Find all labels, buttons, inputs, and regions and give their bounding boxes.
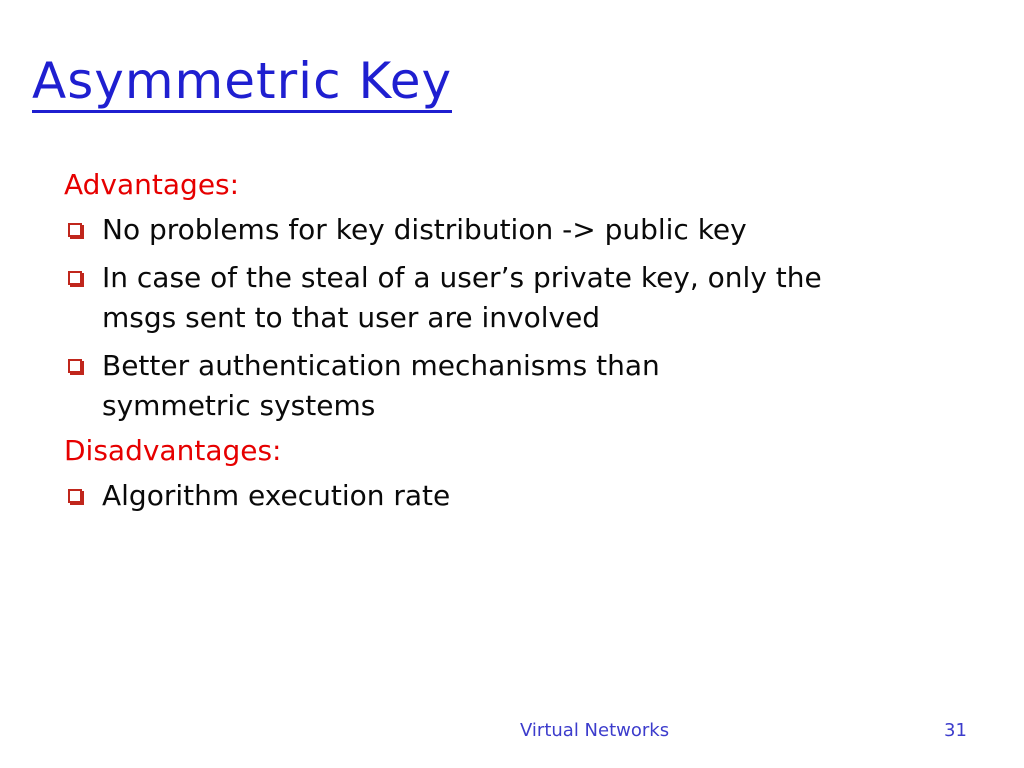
advantage-text: Better authentication mechanisms than symmetric systems	[102, 349, 660, 422]
advantages-heading: Advantages:	[64, 168, 240, 201]
square-bullet-icon	[68, 271, 82, 285]
advantage-text: In case of the steal of a user’s private key, only the msgs sent to that user are involved	[102, 261, 822, 334]
advantage-item	[64, 258, 902, 338]
advantage-text: No problems for key distribution -> public key	[102, 213, 747, 246]
advantage-item	[64, 210, 884, 250]
advantage-item	[64, 346, 762, 426]
disadvantage-item	[64, 476, 884, 516]
page-number: 31	[944, 720, 967, 741]
disadvantages-heading: Disadvantages:	[64, 434, 282, 467]
square-bullet-icon	[68, 223, 82, 237]
footer-label: Virtual Networks	[520, 720, 670, 741]
slide-content	[64, 168, 884, 524]
slide-title: Asymmetric Key	[32, 56, 452, 113]
disadvantage-text: Algorithm execution rate	[102, 479, 451, 512]
square-bullet-icon	[68, 359, 82, 373]
square-bullet-icon	[68, 489, 82, 503]
